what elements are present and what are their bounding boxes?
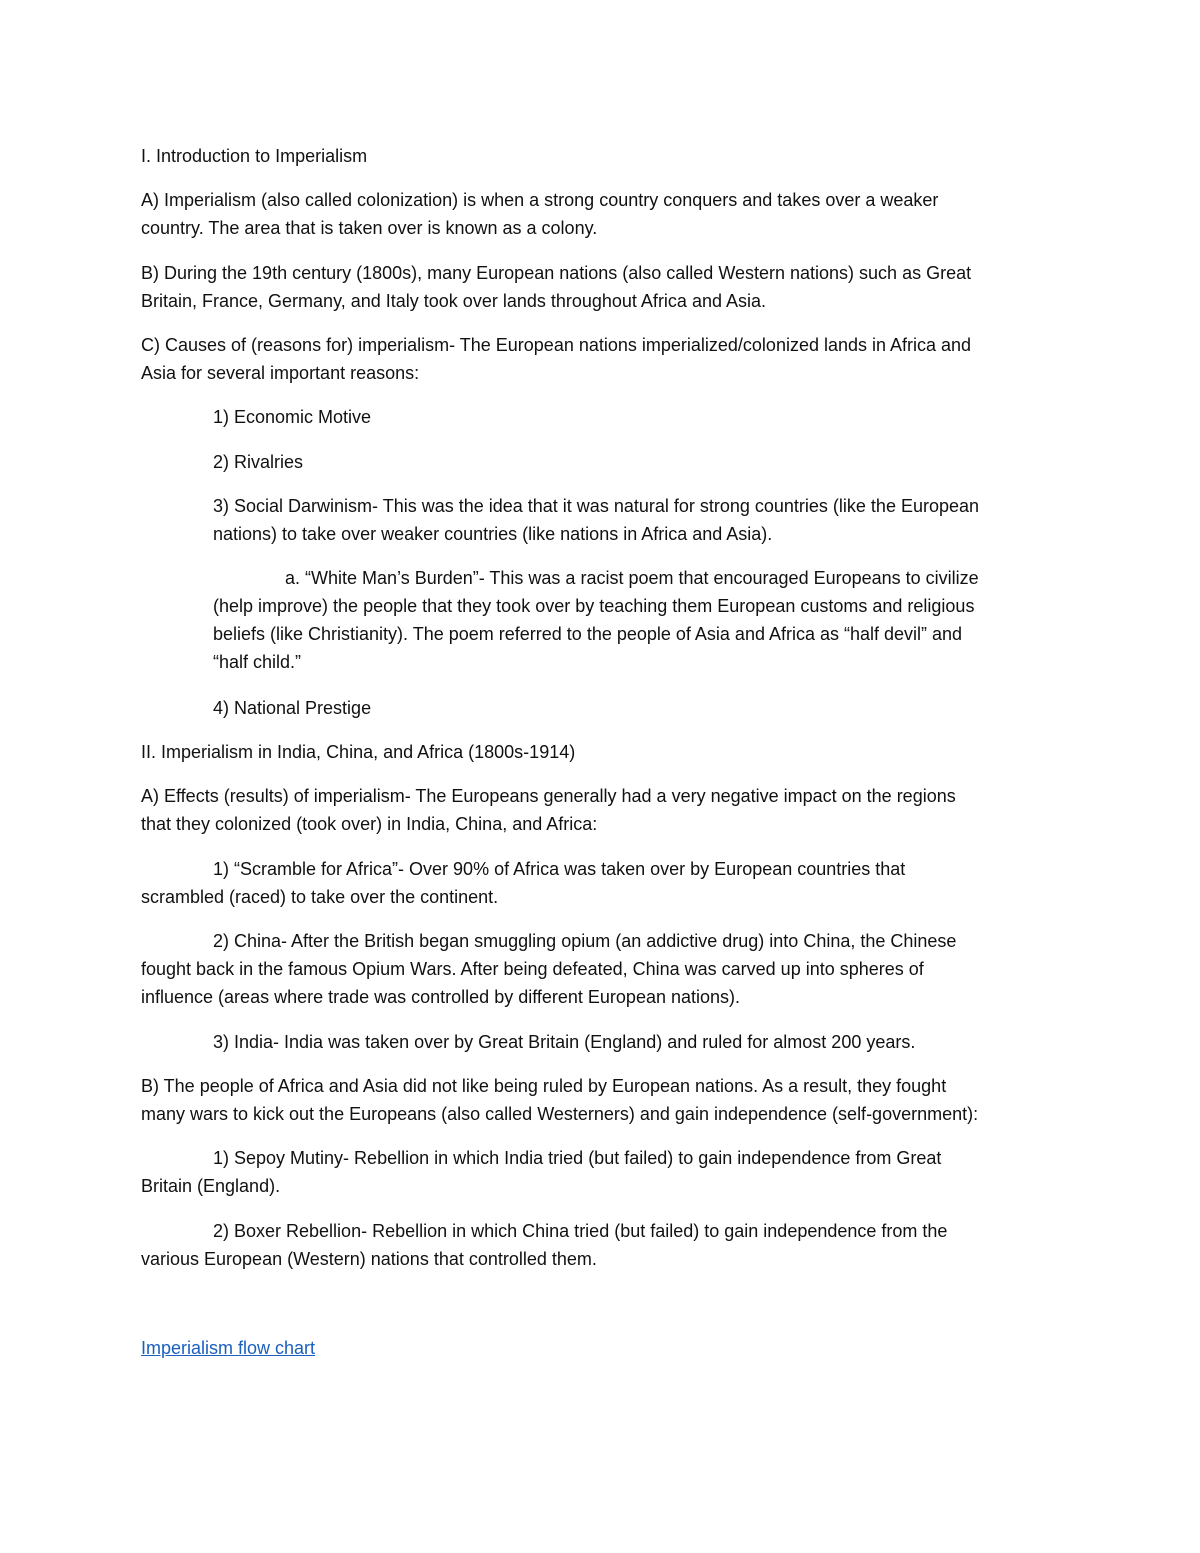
para-2a-line-1: A) Effects (results) of imperialism- The Europeans generally had a very negative impact on the regions [141,786,956,806]
para-2b-line-2: many wars to kick out the Europeans (also called Westerners) and gain independence (self-government): [141,1104,979,1124]
effect-scramble-line-2: scrambled (raced) to take over the continent. [141,887,499,907]
para-2b-line-1: B) The people of Africa and Asia did not like being ruled by European nations. As a result, they fought [141,1076,947,1096]
effect-india: 3) India- India was taken over by Great Britain (England) and ruled for almost 200 years. [213,1032,916,1052]
effect-china-line-3: influence (areas where trade was controlled by different European nations). [141,987,741,1007]
effect-scramble-line-1: 1) “Scramble for Africa”- Over 90% of Africa was taken over by European countries that [213,859,906,879]
effect-china-line-2: fought back in the famous Opium Wars. After being defeated, China was carved up into spheres of [141,959,924,979]
imperialism-flow-chart-link[interactable]: Imperialism flow chart [141,1338,316,1358]
para-1c-line-2: Asia for several important reasons: [141,363,420,383]
para-2a-line-2: that they colonized (took over) in India, China, and Africa: [141,814,598,834]
cause-economic-motive: 1) Economic Motive [213,407,372,427]
section-heading-1: I. Introduction to Imperialism [141,146,368,166]
war-boxer-line-1: 2) Boxer Rebellion- Rebellion in which China tried (but failed) to gain independence from the [213,1221,948,1241]
war-sepoy-line-1: 1) Sepoy Mutiny- Rebellion in which India tried (but failed) to gain independence from Great [213,1148,942,1168]
white-mans-burden-line-3: beliefs (like Christianity). The poem referred to the people of Asia and Africa as “half devil” and [213,624,963,644]
para-1b-line-1: B) During the 19th century (1800s), many European nations (also called Western nations) such as Great [141,263,972,283]
para-1a-line-2: country. The area that is taken over is known as a colony. [141,218,598,238]
cause-social-darwinism-line-1: 3) Social Darwinism- This was the idea that it was natural for strong countries (like the European [213,496,980,516]
cause-rivalries: 2) Rivalries [213,452,304,472]
section-heading-2: II. Imperialism in India, China, and Africa (1800s-1914) [141,742,576,762]
white-mans-burden-line-2: (help improve) the people that they took over by teaching them European customs and religious [213,596,975,616]
war-sepoy-line-2: Britain (England). [141,1176,281,1196]
cause-social-darwinism-line-2: nations) to take over weaker countries (like nations in Africa and Asia). [213,524,773,544]
white-mans-burden-line-4: “half child.” [213,652,302,672]
cause-national-prestige: 4) National Prestige [213,698,372,718]
para-1a-line-1: A) Imperialism (also called colonization) is when a strong country conquers and takes over a weaker [141,190,939,210]
para-1c-line-1: C) Causes of (reasons for) imperialism- The European nations imperialized/colonized lands in Africa and [141,335,972,355]
white-mans-burden-line-1: a. “White Man’s Burden”- This was a racist poem that encouraged Europeans to civilize [285,568,979,588]
para-1b-line-2: Britain, France, Germany, and Italy took over lands throughout Africa and Asia. [141,291,766,311]
effect-china-line-1: 2) China- After the British began smuggling opium (an addictive drug) into China, the Chinese [213,931,957,951]
war-boxer-line-2: various European (Western) nations that controlled them. [141,1249,597,1269]
